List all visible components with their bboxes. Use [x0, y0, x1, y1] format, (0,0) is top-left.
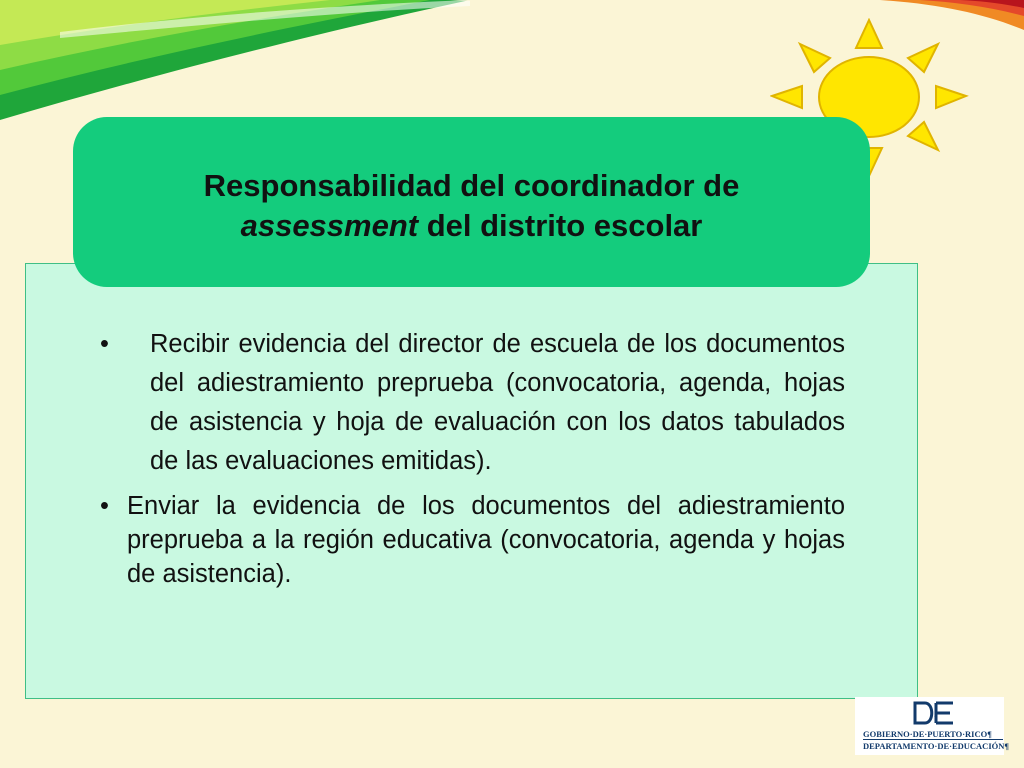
bullet-item: [95, 489, 845, 591]
bullet-marker: •: [100, 492, 109, 520]
title-italic-term: assessment: [240, 208, 419, 243]
bullet-text: Recibir evidencia del director de escuela de los documentos del adiestramiento preprueba (convocatoria, agenda, hojas de asistencia y hoja de evaluación con los datos tabulados de las evaluaciones emitidas).: [150, 330, 845, 475]
bullet-list: [95, 325, 845, 591]
logo-line-department: DEPARTAMENTO·DE·EDUCACIÓN¶: [863, 741, 1009, 751]
logo-mark-text: DE: [934, 717, 936, 718]
bullet-marker: •: [100, 330, 109, 358]
de-logo-icon: [912, 701, 956, 725]
bullet-text: Enviar la evidencia de los documentos del adiestramiento preprueba a la región educativa (convocatoria, agenda y hojas de asistencia).: [127, 492, 845, 588]
title-box: [73, 117, 870, 287]
title-line2: del distrito escolar: [418, 208, 703, 243]
slide-title: [204, 158, 740, 246]
department-logo: [855, 697, 1009, 755]
logo-line-government: GOBIERNO·DE·PUERTO·RICO¶: [863, 729, 992, 739]
bullet-item: [95, 325, 845, 481]
title-line1: Responsabilidad del coordinador de: [203, 168, 740, 203]
